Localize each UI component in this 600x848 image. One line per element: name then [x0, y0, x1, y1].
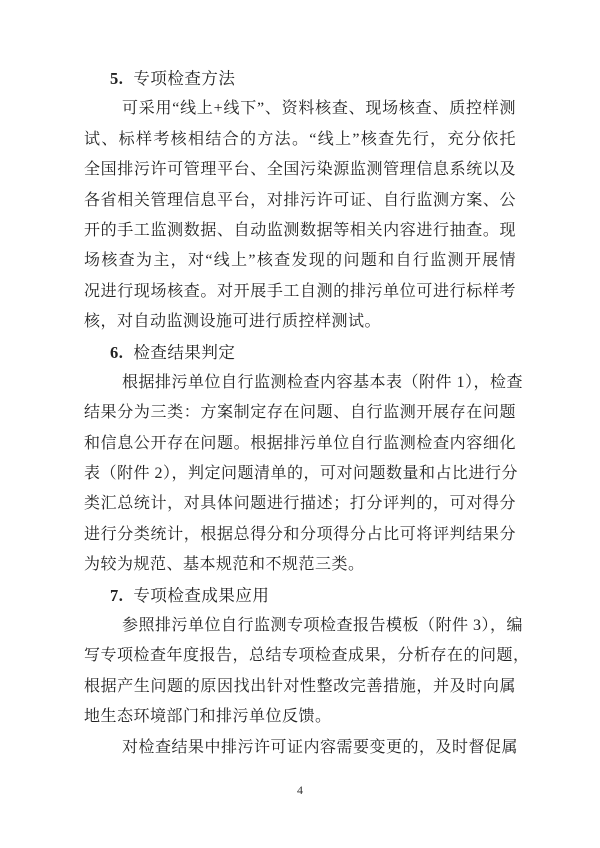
text-line: 试、标样考核相结合的方法。“线上”核查先行，充分依托: [84, 130, 516, 148]
heading-number: 7.: [110, 585, 124, 605]
section-heading-6: [84, 338, 516, 368]
heading-number: 5.: [110, 69, 124, 88]
heading-label: 专项检查成果应用: [133, 585, 270, 605]
text-line: 和信息公开存在问题。根据排污单位自行监测检查内容细化: [84, 434, 516, 452]
text-line: 可采用“线上+线下”、资料核查、现场核查、质控样测: [122, 100, 516, 118]
text-line: 表（附件 2），判定问题清单的，可对问题数量和占比进行分: [84, 465, 519, 483]
text-line: 对检查结果中排污许可证内容需要变更的，及时督促属: [122, 738, 519, 756]
text-line: 根据排污单位自行监测检查内容基本表（附件 1），检查: [122, 373, 524, 391]
text-line: 为较为规范、基本规范和不规范三类。: [84, 556, 365, 574]
text-line: 场核查为主，对“线上”核查发现的问题和自行监测开展情: [84, 252, 516, 270]
section-heading-7: [84, 581, 516, 611]
text-line: 核，对自动监测设施可进行质控样测试。: [84, 313, 382, 331]
text-line: 地生态环境部门和排污单位反馈。: [84, 708, 332, 726]
text-line: 全国排污许可管理平台、全国污染源监测管理信息系统以及: [84, 161, 516, 179]
text-line: 况进行现场核查。对开展手工自测的排污单位可进行标样考: [84, 282, 516, 300]
text-line: 写专项检查年度报告，总结专项检查成果，分析存在的问题，: [84, 647, 530, 665]
page-number: 4: [297, 783, 303, 797]
text-line: 参照排污单位自行监测专项检查报告模板（附件 3），编: [122, 617, 524, 635]
text-line: 进行分类统计，根据总得分和分项得分占比可将评判结果分: [84, 525, 516, 543]
section-heading-5: [84, 64, 516, 94]
text-line: 结果分为三类：方案制定存在问题、自行监测开展存在问题: [84, 404, 516, 422]
heading-label: 专项检查方法: [133, 69, 236, 88]
text-line: 类汇总统计，对具体问题进行描述；打分评判的，可对得分: [84, 495, 516, 513]
text-line: 根据产生问题的原因找出针对性整改完善措施，并及时向属: [84, 677, 516, 695]
heading-number: 6.: [110, 342, 124, 362]
document-body: [84, 64, 530, 763]
text-line: 各省相关管理信息平台，对排污许可证、自行监测方案、公: [84, 191, 516, 209]
text-line: 开的手工监测数据、自动监测数据等相关内容进行抽查。现: [84, 221, 516, 239]
heading-label: 检查结果判定: [133, 342, 236, 362]
